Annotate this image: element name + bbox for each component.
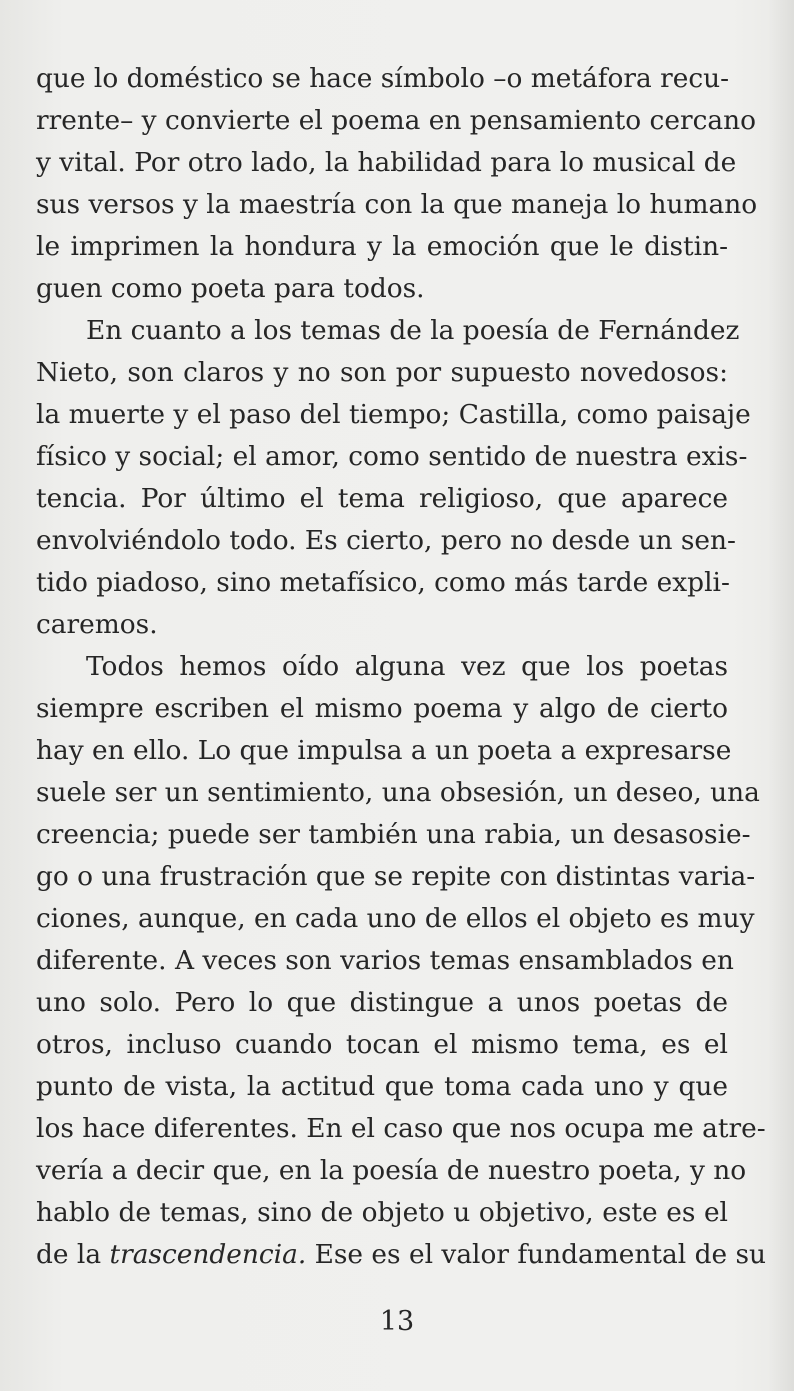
text-line: suele ser un sentimiento, una obsesión, un deseo, una [36, 777, 760, 808]
text-line: siempre escriben el mismo poema y algo de cierto [36, 693, 728, 724]
text-line: tido piadoso, sino metafísico, como más tarde expli- [36, 567, 730, 598]
text-line: la muerte y el paso del tiempo; Castilla, como paisaje [36, 399, 751, 430]
text-line: hablo de temas, sino de objeto u objetivo, este es el [36, 1197, 728, 1228]
text-line: Todos hemos oído alguna vez que los poetas [86, 651, 728, 682]
paragraph-3 [36, 646, 767, 1276]
text-segment: Ese es el valor fundamental de su [306, 1239, 767, 1270]
text-line: uno solo. Pero lo que distingue a unos poetas de [36, 987, 728, 1018]
text-line: caremos. [36, 609, 158, 640]
text-line: y vital. Por otro lado, la habilidad para lo musical de [36, 147, 737, 178]
paragraph-2 [36, 310, 751, 646]
text-line: go o una frustración que se repite con distintas varia- [36, 861, 756, 892]
page-edge-shadow [768, 0, 794, 1391]
text-line: diferente. A veces son varios temas ensamblados en [36, 945, 734, 976]
text-line: envolviéndolo todo. Es cierto, pero no desde un sen- [36, 525, 736, 556]
body-text [36, 58, 767, 1276]
text-line-final [36, 1234, 767, 1276]
text-line: vería a decir que, en la poesía de nuestro poeta, y no [36, 1155, 747, 1186]
text-line: Nieto, son claros y no son por supuesto novedosos: [36, 357, 728, 388]
italic-term: trascendencia. [109, 1239, 307, 1270]
paragraph-1 [36, 58, 758, 310]
text-line: sus versos y la maestría con la que maneja lo humano [36, 189, 758, 220]
text-line: guen como poeta para todos. [36, 273, 425, 304]
text-line: físico y social; el amor, como sentido de nuestra exis- [36, 441, 748, 472]
text-line: los hace diferentes. En el caso que nos ocupa me atre- [36, 1113, 766, 1144]
text-line: rrente– y convierte el poema en pensamiento cercano [36, 105, 756, 136]
page-number: 13 [379, 1306, 415, 1337]
text-line: En cuanto a los temas de la poesía de Fernández [86, 315, 740, 346]
text-line: otros, incluso cuando tocan el mismo tema, es el [36, 1029, 728, 1060]
text-line: tencia. Por último el tema religioso, que aparece [36, 483, 728, 514]
text-segment: de la [36, 1239, 110, 1270]
text-line: le imprimen la hondura y la emoción que le distin- [36, 231, 728, 262]
text-line: creencia; puede ser también una rabia, un desasosie- [36, 819, 751, 850]
text-line: que lo doméstico se hace símbolo –o metáfora recu- [36, 63, 730, 94]
text-line: punto de vista, la actitud que toma cada uno y que [36, 1071, 728, 1102]
text-line: ciones, aunque, en cada uno de ellos el objeto es muy [36, 903, 755, 934]
text-line: hay en ello. Lo que impulsa a un poeta a expresarse [36, 735, 732, 766]
